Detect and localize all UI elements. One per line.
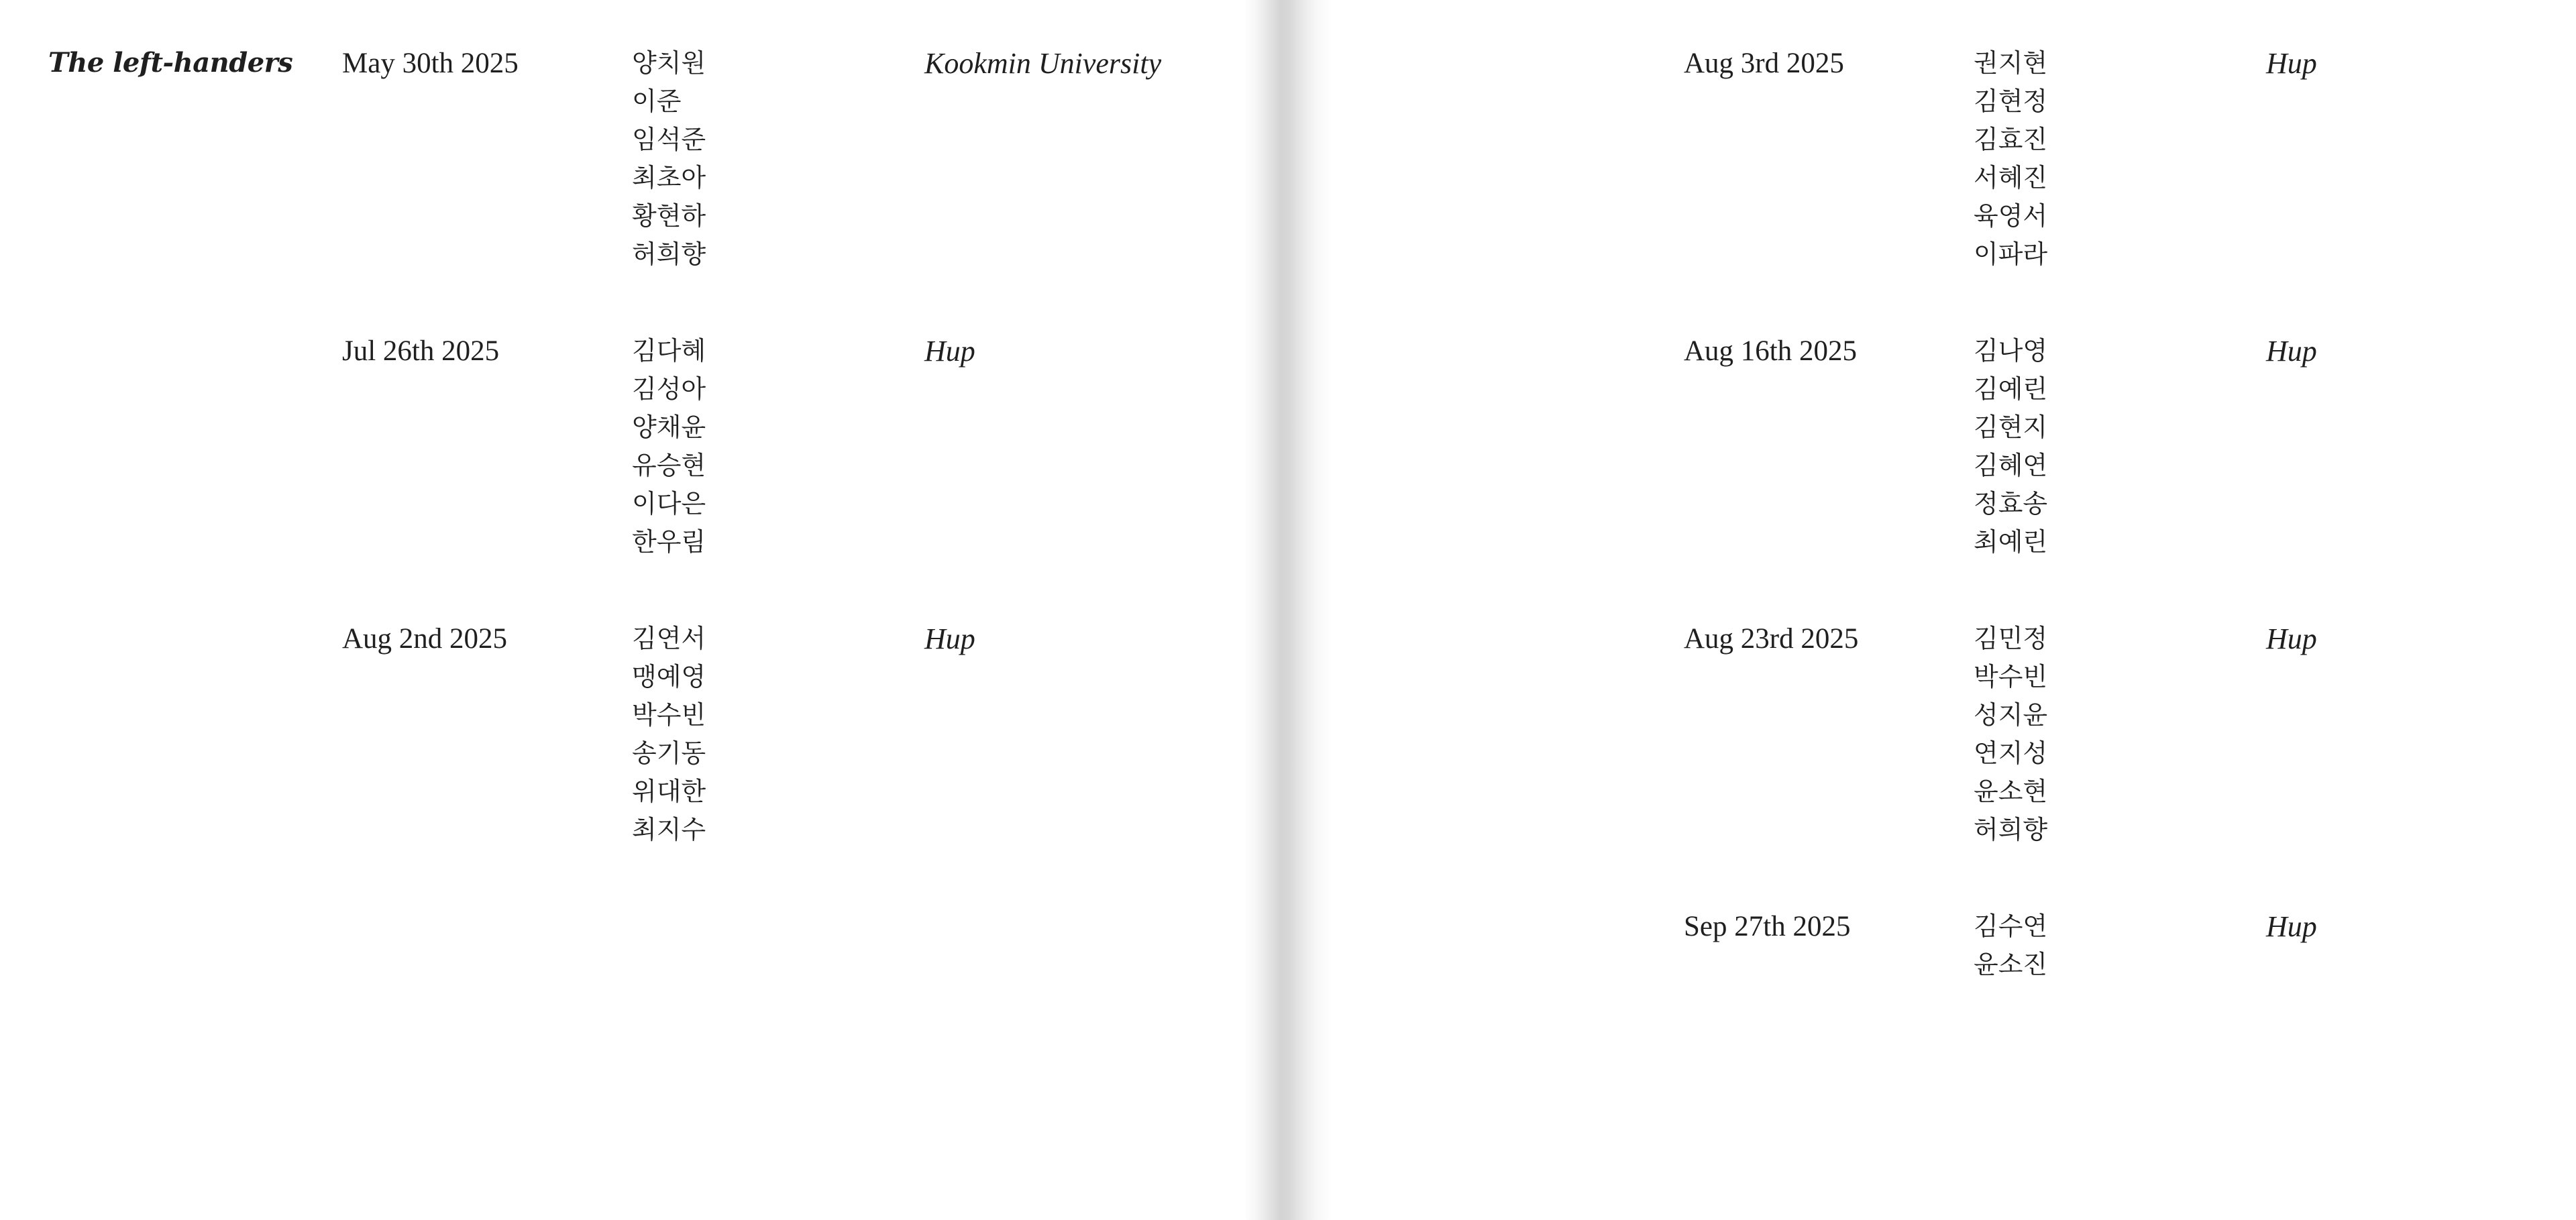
entry-venue: Hup bbox=[2266, 47, 2317, 80]
participant-name: 성지윤 bbox=[1974, 700, 2048, 730]
participant-name: 이파라 bbox=[1974, 239, 2048, 269]
entry-date: May 30th 2025 bbox=[342, 48, 519, 79]
participant-name: 김다혜 bbox=[632, 336, 706, 366]
participant-name: 김연서 bbox=[632, 624, 706, 653]
participant-name: 김효진 bbox=[1974, 125, 2048, 154]
entry-venue: Hup bbox=[924, 622, 975, 655]
entry-venue: Hup bbox=[2266, 622, 2317, 655]
participant-name: 최지수 bbox=[632, 815, 706, 844]
participant-name: 위대한 bbox=[632, 777, 706, 806]
participant-name: 김예린 bbox=[1974, 374, 2048, 404]
participant-name: 허희향 bbox=[632, 239, 706, 269]
entry-date: Aug 23rd 2025 bbox=[1684, 623, 1859, 655]
participant-name: 최예린 bbox=[1974, 527, 2048, 557]
participant-name: 박수빈 bbox=[632, 700, 706, 730]
participant-name: 권지현 bbox=[1974, 48, 2048, 78]
entry-date: Jul 26th 2025 bbox=[342, 335, 500, 367]
participant-list bbox=[1974, 907, 2047, 984]
entry-venue: Hup bbox=[2266, 335, 2317, 368]
entry-venue: Hup bbox=[924, 335, 975, 368]
participant-list bbox=[1974, 332, 2047, 561]
entry-date: Aug 2nd 2025 bbox=[342, 623, 508, 655]
participant-name: 연지성 bbox=[1974, 738, 2048, 768]
participant-name: 맹예영 bbox=[632, 662, 706, 691]
participant-name: 김민정 bbox=[1974, 624, 2048, 653]
participant-name: 임석준 bbox=[632, 125, 706, 154]
participant-name: 유승현 bbox=[632, 451, 706, 480]
page-fold-shadow bbox=[1244, 0, 1332, 1220]
participant-list bbox=[632, 44, 706, 274]
participant-name: 김수연 bbox=[1974, 911, 2048, 941]
participant-list bbox=[632, 332, 706, 561]
participant-name: 정효송 bbox=[1974, 489, 2048, 518]
participant-name: 김나영 bbox=[1974, 336, 2048, 366]
participant-list bbox=[632, 620, 706, 849]
right-page bbox=[1332, 0, 2576, 1220]
left-page bbox=[0, 0, 1248, 1220]
participant-name: 윤소진 bbox=[1974, 950, 2048, 979]
participant-name: 이준 bbox=[632, 87, 682, 116]
participant-name: 육영서 bbox=[1974, 201, 2048, 231]
participant-name: 김혜연 bbox=[1974, 451, 2048, 480]
participant-name: 윤소현 bbox=[1974, 777, 2048, 806]
participant-name: 양치원 bbox=[632, 48, 706, 78]
participant-name: 박수빈 bbox=[1974, 662, 2048, 691]
participant-name: 서혜진 bbox=[1974, 163, 2048, 192]
participant-name: 이다은 bbox=[632, 489, 706, 518]
participant-list bbox=[1974, 620, 2047, 849]
participant-name: 한우림 bbox=[632, 527, 706, 557]
participant-list bbox=[1974, 44, 2047, 274]
participant-name: 양채윤 bbox=[632, 412, 706, 442]
participant-name: 최초아 bbox=[632, 163, 706, 192]
section-heading: The left-handers bbox=[48, 47, 293, 78]
entry-venue: Hup bbox=[2266, 910, 2317, 943]
participant-name: 김성아 bbox=[632, 374, 706, 404]
entry-date: Sep 27th 2025 bbox=[1684, 911, 1851, 942]
participant-name: 황현하 bbox=[632, 201, 706, 231]
participant-name: 김현지 bbox=[1974, 412, 2048, 442]
entry-venue: Kookmin University bbox=[924, 47, 1162, 80]
entry-date: Aug 16th 2025 bbox=[1684, 335, 1857, 367]
participant-name: 김현정 bbox=[1974, 87, 2048, 116]
participant-name: 송기동 bbox=[632, 738, 706, 768]
entry-date: Aug 3rd 2025 bbox=[1684, 48, 1844, 79]
participant-name: 허희향 bbox=[1974, 815, 2048, 844]
